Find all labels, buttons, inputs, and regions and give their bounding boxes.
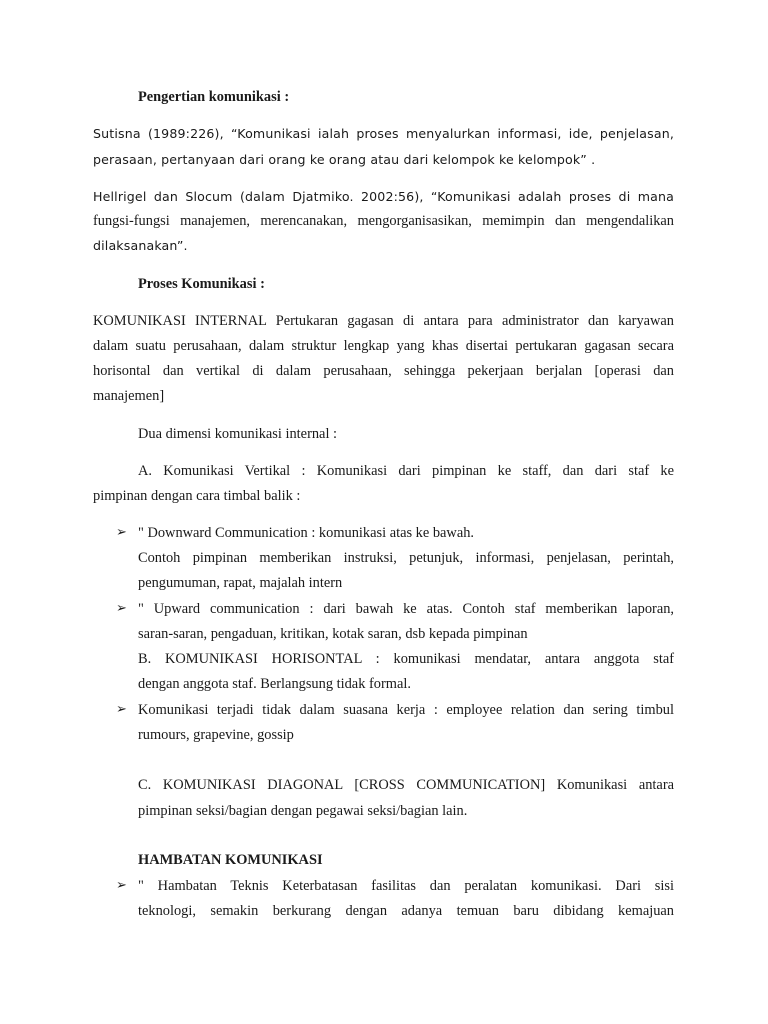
informal-line-2: rumours, grapevine, gossip	[138, 727, 294, 743]
hambatan-line-2: teknologi, semakin berkurang dengan adanya temuan baru dibidang kemajuan	[138, 903, 674, 919]
downward-line-3: pengumuman, rapat, majalah intern	[138, 575, 343, 591]
bullet-arrow-icon: ➢	[116, 878, 127, 893]
hambatan-line-1: " Hambatan Teknis Keterbatasan fasilitas dan peralatan komunikasi. Dari sisi	[138, 878, 674, 894]
hellrigel-line-1: Hellrigel dan Slocum (dalam Djatmiko. 2002:56), “Komunikasi adalah proses di mana	[93, 189, 674, 204]
sutisna-line-1: Sutisna (1989:226), “Komunikasi ialah proses menyalurkan informasi, ide, penjelasan,	[93, 126, 674, 141]
diagonal-line-2: pimpinan seksi/bagian dengan pegawai seksi/bagian lain.	[138, 803, 468, 819]
bullet-arrow-icon: ➢	[116, 702, 127, 717]
internal-line-1: KOMUNIKASI INTERNAL Pertukaran gagasan di antara para administrator dan karyawan	[93, 313, 674, 329]
hellrigel-line-2: fungsi-fungsi manajemen, merencanakan, mengorganisasikan, memimpin dan mengendalikan	[93, 213, 674, 229]
informal-line-1: Komunikasi terjadi tidak dalam suasana kerja : employee relation dan sering timbul	[138, 702, 674, 718]
heading-proses: Proses Komunikasi :	[138, 276, 265, 292]
dua-dimensi: Dua dimensi komunikasi internal :	[138, 426, 338, 442]
upward-line-1: " Upward communication : dari bawah ke atas. Contoh staf memberikan laporan,	[138, 601, 674, 617]
internal-line-4: manajemen]	[93, 388, 165, 404]
downward-line-2: Contoh pimpinan memberikan instruksi, petunjuk, informasi, penjelasan, perintah,	[138, 550, 674, 566]
bullet-arrow-icon: ➢	[116, 601, 127, 616]
internal-line-3: horisontal dan vertikal di dalam perusahaan, sehingga pekerjaan berjalan [operasi dan	[93, 363, 674, 379]
diagonal-line-1: C. KOMUNIKASI DIAGONAL [CROSS COMMUNICATION] Komunikasi antara	[138, 777, 674, 793]
downward-line-1: " Downward Communication : komunikasi atas ke bawah.	[138, 525, 474, 541]
horisontal-line-1: B. KOMUNIKASI HORISONTAL : komunikasi mendatar, antara anggota staf	[138, 651, 674, 667]
heading-pengertian: Pengertian komunikasi :	[138, 89, 290, 105]
internal-line-2: dalam suatu perusahaan, dalam struktur lengkap yang khas disertai pertukaran gagasan secara	[93, 338, 674, 354]
bullet-arrow-icon: ➢	[116, 525, 127, 540]
vertikal-line-1: A. Komunikasi Vertikal : Komunikasi dari pimpinan ke staff, dan dari staf ke	[138, 463, 674, 479]
horisontal-line-2: dengan anggota staf. Berlangsung tidak formal.	[138, 676, 411, 692]
vertikal-line-2: pimpinan dengan cara timbal balik :	[93, 488, 301, 504]
upward-line-2: saran-saran, pengaduan, kritikan, kotak saran, dsb kepada pimpinan	[138, 626, 528, 642]
heading-hambatan: HAMBATAN KOMUNIKASI	[138, 852, 323, 868]
hellrigel-line-3: dilaksanakan”.	[93, 238, 188, 253]
sutisna-line-2: perasaan, pertanyaan dari orang ke orang atau dari kelompok ke kelompok” .	[93, 152, 596, 167]
